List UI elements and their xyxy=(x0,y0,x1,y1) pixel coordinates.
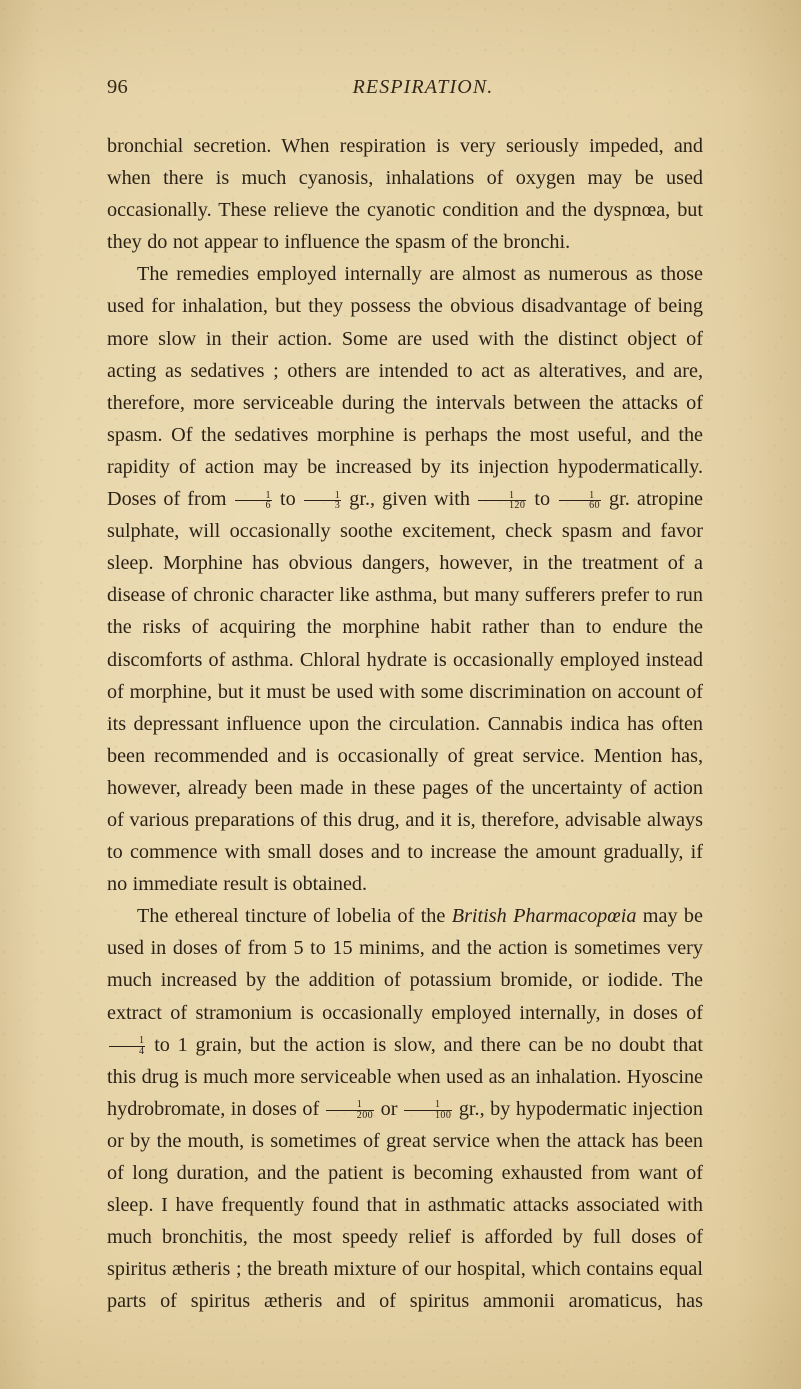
fraction-denominator: 120 xyxy=(508,500,526,512)
vulgar-fraction xyxy=(235,491,271,511)
vulgar-fraction xyxy=(109,1036,145,1056)
fraction-numerator: 1 xyxy=(326,1100,373,1111)
paragraph: The ethereal tincture of lobelia of the British Pharmacopœia may be used in doses of from 5 to 15 minims, and the action is sometimes very much increased by the addition of potassium bromide, or iodide. The extract of stramonium is occasionally employed internally, in doses of $\frac{1}{4}$ to 1 grain, but the action is slow, and there can be no doubt that this drug is much more serviceable when used as an inhalation. Hyoscine hydrobromate, in doses of $\frac{1}{200}$ or $\frac{1}{100}$ gr., by hypodermatic injection or by the mouth, is sometimes of great service when the attack has been of long duration, and the patient is becoming exhausted from want of sleep. I have frequently found that in asthmatic attacks associated with much bronchitis, the most speedy relief is afforded by full doses of spiritus ætheris ; the breath mixture of our hospital, which contains equal parts of spiritus ætheris and of spiritus ammonii aromaticus, has xyxy=(107,905,703,1313)
body-text-block xyxy=(107,130,703,1317)
fraction-denominator: 100 xyxy=(434,1110,452,1122)
vulgar-fraction xyxy=(559,491,601,511)
vulgar-fraction xyxy=(326,1100,373,1120)
fraction-numerator: 1 xyxy=(235,491,271,502)
fraction-numerator: 1 xyxy=(404,1100,451,1111)
fraction-numerator: 1 xyxy=(109,1036,145,1047)
vulgar-fraction xyxy=(404,1100,451,1120)
fraction-numerator: 1 xyxy=(304,491,340,502)
vulgar-fraction xyxy=(304,491,340,511)
fraction-denominator: 60 xyxy=(589,500,601,512)
fraction-numerator: 1 xyxy=(478,491,525,502)
paragraph: The remedies employed internally are almost as numerous as those used for inhalation, but they possess the obvious disadvantage of being more slow in their action. Some are used with the distinct object of acting as sedatives ; others are intended to act as alteratives, and are, therefore, more serviceable during the intervals between the attacks of spasm. Of the sedatives morphine is perhaps the most useful, and the rapidity of action may be increased by its injection hypodermatically. Doses of from $\frac{1}{6}$ to $\frac{1}{3}$ gr., given with $\frac{1}{120}$ to $\frac{1}{60}$ gr. atropine sulphate, will occasionally soothe excitement, check spasm and favor sleep. Morphine has obvious dangers, however, in the treatment of a disease of chronic character like asthma, but many sufferers prefer to run the risks of acquiring the morphine habit rather than to endure the discomforts of asthma. Chloral hydrate is occasionally employed instead of morphine, but it must be used with some discrimination on account of its depressant influence upon the circulation. Cannabis indica has often been recommended and is occasionally of great service. Mention has, however, already been made in these pages of the uncertainty of action of various preparations of this drug, and it is, therefore, advisable always to commence with small doses and to increase the amount gradually, if no immediate result is obtained. xyxy=(107,263,703,896)
fraction-denominator: 4 xyxy=(139,1045,145,1057)
fraction-denominator: 200 xyxy=(356,1110,374,1122)
page-number: 96 xyxy=(107,76,129,98)
fraction-numerator: 1 xyxy=(559,491,601,502)
running-title: RESPIRATION. xyxy=(352,76,494,98)
running-head xyxy=(107,76,701,102)
italic-title: British Pharmacopœia xyxy=(451,905,637,928)
fraction-denominator: 3 xyxy=(334,500,341,512)
vulgar-fraction xyxy=(478,491,525,511)
paragraph: bronchial secretion. When respiration is very seriously impeded, and when there is much cyanosis, inhalations of oxygen may be used occasionally. These relieve the cyanotic condition and the dyspnœa, but they do not appear to influence the spasm of the bronchi. xyxy=(107,135,703,254)
fraction-denominator: 6 xyxy=(265,500,271,512)
